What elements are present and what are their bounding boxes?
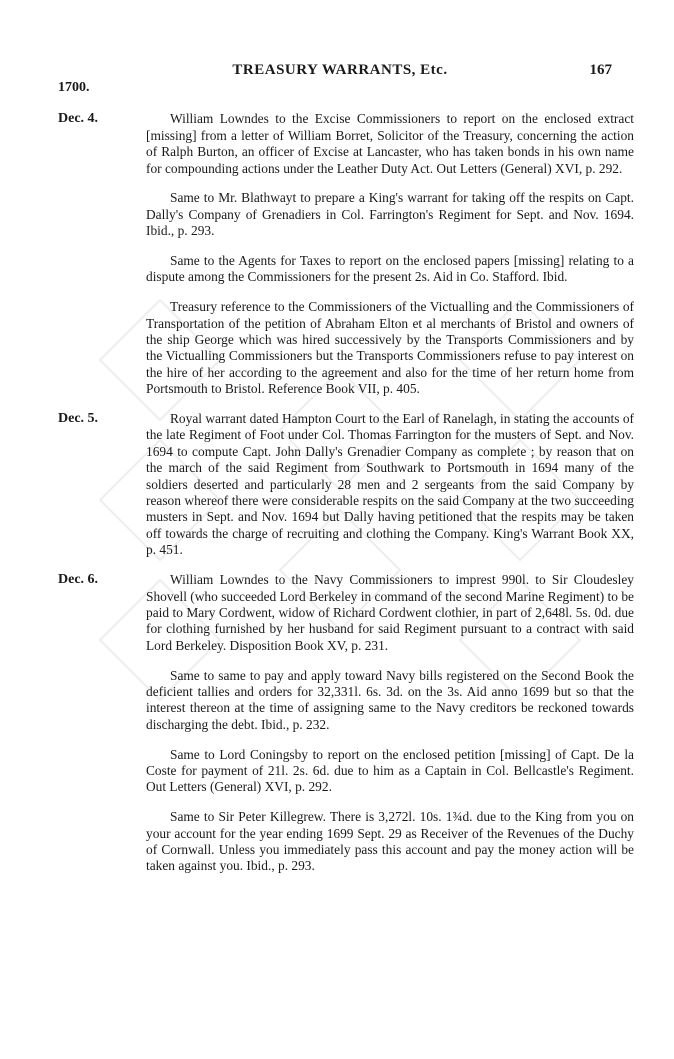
running-header [60, 62, 620, 82]
entry-text: Same to Lord Coningsby to report on the enclosed petition [missing] of Capt. De la Coste for payment of 21l. 2s. 6d. due to him as a Captain in Col. Bellcastle's Regiment. Out Letters (General) XVI, p. 292. [146, 746, 634, 795]
entry-text: Treasury reference to the Commissioners of the Victualling and the Commissioners of Transportation of the petition of Abraham Elton et al merchants of Bristol and owners of the ship George which was hired successively by the Transports Commissioners and by the Victualling Commissioners but the Transports Commissioners refuse to pay interest on the hire of her according to the agreement and also for the time of her return home from Portsmouth to Bristol. Reference Book VII, p. 405. [146, 299, 634, 397]
entry [58, 411, 634, 559]
entry-text: William Lowndes to the Navy Commissioners to imprest 990l. to Sir Cloudesley Shovell (who succeeded Lord Berkeley in command of the second Marine Regiment) to be paid to Mary Cordwent, widow of Richard Cordwent clothier, in part of 2,648l. 5s. 0d. due for clothing furnished by her husband for said Regiment pursuant to a contract with said Lord Berkeley. Disposition Book XV, p. 231. [146, 572, 634, 653]
entry-text: Same to Sir Peter Killegrew. There is 3,272l. 10s. 1¾d. due to the King from you on your account for the year ending 1699 Sept. 29 as Receiver of the Revenues of the Duchy of Cornwall. Unless you immediately pass this account and pay the money action will be taken against you. Ibid., p. 293. [146, 809, 634, 874]
page-number: 167 [589, 62, 612, 78]
entry-text: Same to Mr. Blathwayt to prepare a King's warrant for taking off the respits on Capt. Dally's Company of Grenadiers in Col. Farrington's Regiment for Sept. and Nov. 1694. Ibid., p. 293. [146, 190, 634, 239]
year-label: 1700. [58, 80, 90, 95]
entry [58, 809, 634, 875]
running-title: TREASURY WARRANTS, Etc. [232, 62, 448, 78]
entry-text: Same to the Agents for Taxes to report on the enclosed papers [missing] relating to a dispute among the Commissioners for the present 2s. Aid in Co. Stafford. Ibid. [146, 253, 634, 285]
entry-list [58, 98, 634, 888]
entry-text: Same to same to pay and apply toward Navy bills registered on the Second Book the deficient tallies and orders for 32,331l. 6s. 3d. on the 3s. Aid anno 1699 but so that the interest thereon at the time of assigning same to the Navy creditors be reckoned towards discharging the debt. Ibid., p. 232. [146, 667, 634, 732]
entry-date: Dec. 6. [58, 572, 99, 588]
entry-text: William Lowndes to the Excise Commissioners to report on the enclosed extract [missing] from a letter of William Borret, Solicitor of the Treasury, concerning the action of Ralph Burton, an officer of Excise at Lancaster, who has taken bonds in his own name for compounding actions under the Leather Duty Act. Out Letters (General) XVI, p. 292. [146, 111, 634, 176]
entry [58, 572, 634, 654]
entry [58, 253, 634, 286]
entry-text: Royal warrant dated Hampton Court to the Earl of Ranelagh, in stating the accounts of the late Regiment of Foot under Col. Thomas Farrington for the musters of Sept. and Nov. 1694 to compute Capt. John Dally's Grenadier Company as complete ; by reason that on the march of the said Regiment from Southwark to Portsmouth in 1694 many of the soldiers deserted and particularly 28 men and 2 sergeants from the said Company by reason whereof there were considerable respits on the said Company at the two succeeding musters in Sept. and Nov. 1694 but Dally having petitioned that the respits may be taken off towards the charge of recruiting and clothing the Company. King's Warrant Book XX, p. 451. [146, 411, 634, 558]
entry-date: Dec. 4. [58, 111, 99, 127]
entry [58, 190, 634, 239]
entry [58, 747, 634, 796]
entry-date: Dec. 5. [58, 411, 99, 427]
entry [58, 668, 634, 734]
entry [58, 299, 634, 397]
entry [58, 111, 634, 177]
